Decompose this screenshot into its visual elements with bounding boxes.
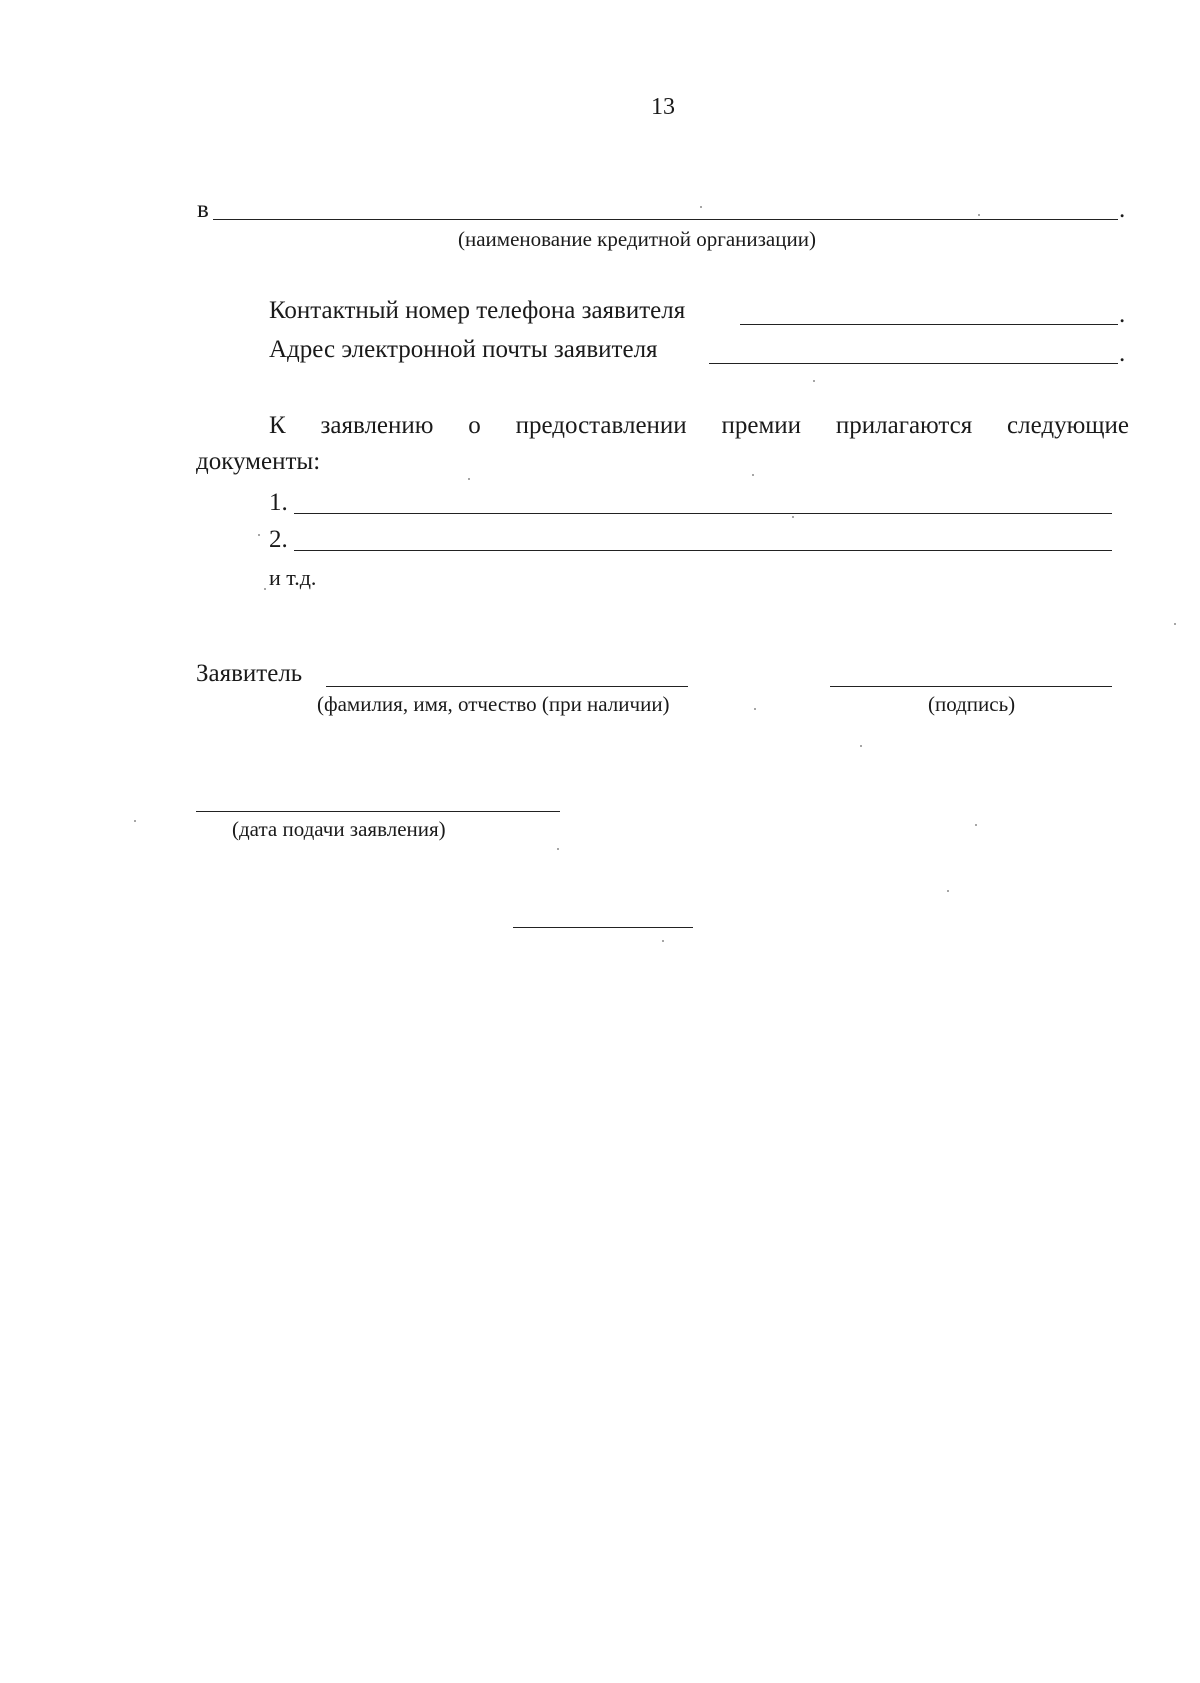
scan-speck bbox=[860, 745, 862, 747]
scan-speck bbox=[468, 478, 470, 480]
signature-caption: (подпись) bbox=[928, 692, 1016, 716]
scan-speck bbox=[1174, 623, 1176, 625]
intro-word: заявлению bbox=[320, 412, 434, 439]
scan-speck bbox=[700, 206, 702, 208]
scan-speck bbox=[792, 516, 794, 518]
org-name-field-line[interactable] bbox=[213, 219, 1118, 220]
scan-speck bbox=[754, 708, 756, 710]
intro-word: премии bbox=[721, 412, 802, 439]
applicant-name-field-line[interactable] bbox=[326, 686, 688, 687]
org-name-caption: (наименование кредитной организации) bbox=[458, 227, 816, 251]
scan-speck bbox=[975, 824, 977, 826]
attachment-item-number: 1. bbox=[269, 489, 288, 516]
phone-label: Контактный номер телефона заявителя bbox=[269, 297, 686, 324]
signature-field-line[interactable] bbox=[830, 686, 1112, 687]
date-caption: (дата подачи заявления) bbox=[232, 817, 446, 841]
email-label: Адрес электронной почты заявителя bbox=[269, 336, 658, 363]
attachments-etc: и т.д. bbox=[269, 565, 317, 590]
attachment-item-number: 2. bbox=[269, 526, 288, 553]
intro-word: прилагаются bbox=[835, 412, 973, 439]
attachment-item-1-field-line[interactable] bbox=[294, 513, 1112, 514]
attachment-item-2-field-line[interactable] bbox=[294, 550, 1112, 551]
scan-speck bbox=[662, 940, 664, 942]
attachments-intro bbox=[269, 412, 1129, 440]
intro-word: предоставлении bbox=[515, 412, 687, 439]
scan-speck bbox=[978, 214, 980, 216]
email-end-mark: . bbox=[1119, 340, 1126, 367]
applicant-name-caption: (фамилия, имя, отчество (при наличии) bbox=[317, 692, 670, 716]
applicant-label: Заявитель bbox=[196, 660, 303, 687]
scan-speck bbox=[557, 848, 559, 850]
scan-speck bbox=[752, 474, 754, 476]
scan-speck bbox=[947, 890, 949, 892]
org-end-mark: . bbox=[1119, 196, 1126, 223]
page-number: 13 bbox=[651, 94, 675, 120]
intro-word: К bbox=[269, 412, 286, 439]
scan-speck bbox=[813, 380, 815, 382]
scan-speck bbox=[134, 820, 136, 822]
scan-speck bbox=[264, 588, 266, 590]
closing-separator bbox=[513, 927, 693, 928]
date-field-line[interactable] bbox=[196, 811, 560, 812]
scan-speck bbox=[258, 534, 260, 536]
phone-end-mark: . bbox=[1119, 301, 1126, 328]
phone-field-line[interactable] bbox=[740, 324, 1118, 325]
attachments-intro-continued: документы: bbox=[196, 448, 321, 475]
intro-word: о bbox=[468, 412, 481, 439]
intro-word: следующие bbox=[1007, 412, 1129, 439]
email-field-line[interactable] bbox=[709, 363, 1118, 364]
org-prefix: в bbox=[197, 196, 209, 223]
